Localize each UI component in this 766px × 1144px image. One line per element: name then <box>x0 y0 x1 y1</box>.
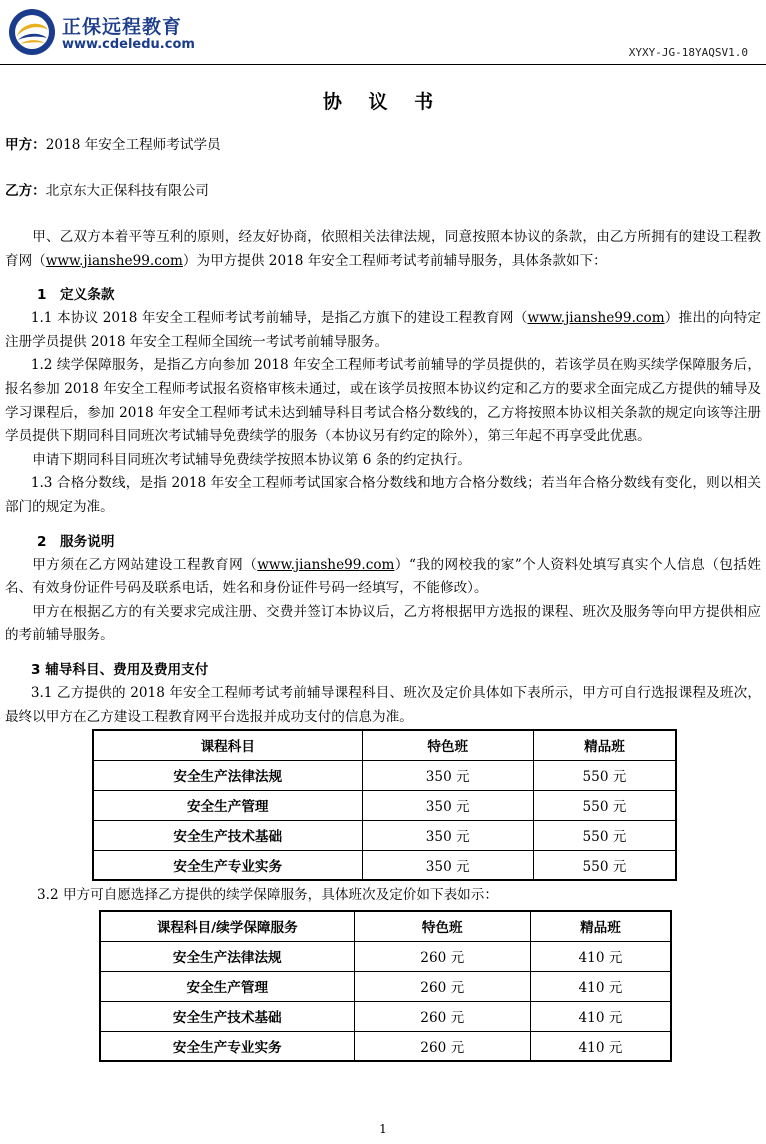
page-title: 协 议 书 <box>322 91 444 113</box>
table-cell-subject: 安全生产技术基础 <box>93 820 362 850</box>
table-row <box>100 971 671 1001</box>
table-header-subject-service: 课程科目/续学保障服务 <box>100 911 354 941</box>
table-header-premium-class: 精品班 <box>533 730 676 760</box>
table-cell-price: 410 元 <box>530 1001 671 1031</box>
clause-2-1-website-link[interactable]: www.jianshe99.com <box>257 556 395 573</box>
table-cell-price: 410 元 <box>530 1031 671 1061</box>
table-header-featured-class: 特色班 <box>362 730 533 760</box>
table-cell-price: 350 元 <box>362 760 533 790</box>
header-divider <box>0 64 766 65</box>
table-header-premium-class: 精品班 <box>530 911 671 941</box>
section-1-heading: 1 定义条款 <box>37 287 115 304</box>
clause-1-3: 1.3 合格分数线，是指 2018 年安全工程师考试国家合格分数线和地方合格分数线；若当年合格分数线有变化，则以相关部门的规定为准。 <box>5 475 761 515</box>
table-row <box>100 1031 671 1061</box>
clause-2-1-before: 甲方须在乙方网站建设工程教育网（ <box>32 556 258 573</box>
table-row <box>93 760 676 790</box>
clause-1-1-after: ）推出的向特定注册学员提供 2018 年安全工程师全国统一考试考前辅导服务。 <box>5 310 761 350</box>
page-header <box>0 0 766 70</box>
table-row <box>100 941 671 971</box>
table-cell-price: 350 元 <box>362 790 533 820</box>
table-row <box>93 820 676 850</box>
clause-1-1-website-link[interactable]: www.jianshe99.com <box>527 310 665 327</box>
brand-name: 正保远程教育 <box>62 16 183 38</box>
section-2-heading: 2 服务说明 <box>37 533 115 550</box>
clause-2-2: 甲方在根据乙方的有关要求完成注册、交费并签订本协议后，乙方将根据甲方选报的课程、班次及服务等向甲方提供相应的考前辅导服务。 <box>5 603 761 644</box>
table-cell-subject: 安全生产管理 <box>100 971 354 1001</box>
table-header-row <box>93 730 676 760</box>
table-cell-price: 550 元 <box>533 760 676 790</box>
agreement-body <box>5 88 761 1062</box>
clause-1-1 <box>5 307 761 354</box>
intro-text-after: ）为甲方提供 2018 年安全工程师考试考前辅导服务，具体条款如下： <box>182 252 607 269</box>
table-cell-subject: 安全生产专业实务 <box>93 850 362 880</box>
table-row <box>100 1001 671 1031</box>
party-b-label: 乙方： <box>5 183 46 199</box>
table-cell-subject: 安全生产专业实务 <box>100 1031 354 1061</box>
party-b-value: 北京东大正保科技有限公司 <box>45 183 209 199</box>
clause-2-1 <box>5 554 761 601</box>
party-a-value: 2018 年安全工程师考试学员 <box>45 137 221 153</box>
party-a <box>5 134 761 156</box>
page-number: 1 <box>379 1122 387 1136</box>
table-cell-subject: 安全生产管理 <box>93 790 362 820</box>
table-cell-price: 260 元 <box>354 971 530 1001</box>
section-3-heading: 3 辅导科目、费用及费用支付 <box>31 661 209 678</box>
table-cell-price: 350 元 <box>362 850 533 880</box>
table-cell-subject: 安全生产法律法规 <box>93 760 362 790</box>
clause-2-1-after: ）“我的网校我的家”个人资料处填写真实个人信息（包括姓名、有效身份证件号码及联系电话，姓名和身份证件号码一经填写，不能修改）。 <box>5 556 761 597</box>
clause-3-1: 3.1 乙方提供的 2018 年安全工程师考试考前辅导课程科目、班次及定价具体如下表所示，甲方可自行选报课程及班次，最终以甲方在乙方建设工程教育网平台选报并成功支付的信息为准。 <box>5 684 761 725</box>
clause-1-2: 1.2 续学保障服务，是指乙方向参加 2018 年安全工程师考试考前辅导的学员提供的，若该学员在购买续学保障服务后，报名参加 2018 年安全工程师考试报名资格审核未通过，或在该学员按照本协议约定和乙方的要求全面完成乙方提供的辅导及学习课程后，参加 2018 年安全工程师考试未达到辅导科目考试合格分数线的，乙方将按照本协议相关条款的规定向该等注册学员提供下期同科目同班次考试辅导免费续学的服务（本协议另有约定的除外），第三年起不再享受此优惠。 <box>5 357 761 445</box>
clause-3-2: 3.2 甲方可自愿选择乙方提供的续学保障服务，具体班次及定价如下表如示： <box>37 887 498 904</box>
continuation-service-price-table <box>99 910 672 1062</box>
table-cell-price: 550 元 <box>533 850 676 880</box>
intro-paragraph <box>5 226 761 273</box>
table-cell-price: 350 元 <box>362 820 533 850</box>
table-cell-price: 550 元 <box>533 790 676 820</box>
table-cell-price: 410 元 <box>530 941 671 971</box>
intro-text-before: 甲、乙双方本着平等互利的原则，经友好协商，依照相关法律法规，同意按照本协议的条款，由乙方所拥有的建设工程教育网（ <box>5 229 761 269</box>
brand-url[interactable]: www.cdeledu.com <box>62 37 195 52</box>
table-row <box>93 850 676 880</box>
table-header-row <box>100 911 671 941</box>
party-b <box>5 180 761 202</box>
table-cell-price: 260 元 <box>354 941 530 971</box>
party-a-label: 甲方： <box>5 137 46 153</box>
intro-website-link[interactable]: www.jianshe99.com <box>45 252 183 269</box>
document-code: XYXY-JG-18YAQSV1.0 <box>628 46 748 59</box>
clause-1-1-before: 1.1 本协议 2018 年安全工程师考试考前辅导，是指乙方旗下的建设工程教育网（ <box>30 310 528 327</box>
table-cell-subject: 安全生产技术基础 <box>100 1001 354 1031</box>
table-header-featured-class: 特色班 <box>354 911 530 941</box>
table-cell-price: 550 元 <box>533 820 676 850</box>
table-header-subject: 课程科目 <box>93 730 362 760</box>
table-cell-subject: 安全生产法律法规 <box>100 941 354 971</box>
table-cell-price: 260 元 <box>354 1031 530 1061</box>
clause-1-2-note: 申请下期同科目同班次考试辅导免费续学按照本协议第 6 条的约定执行。 <box>32 451 471 468</box>
table-cell-price: 260 元 <box>354 1001 530 1031</box>
table-row <box>93 790 676 820</box>
table-cell-price: 410 元 <box>530 971 671 1001</box>
cdeledu-logo-icon <box>8 8 56 56</box>
course-price-table <box>92 729 677 881</box>
